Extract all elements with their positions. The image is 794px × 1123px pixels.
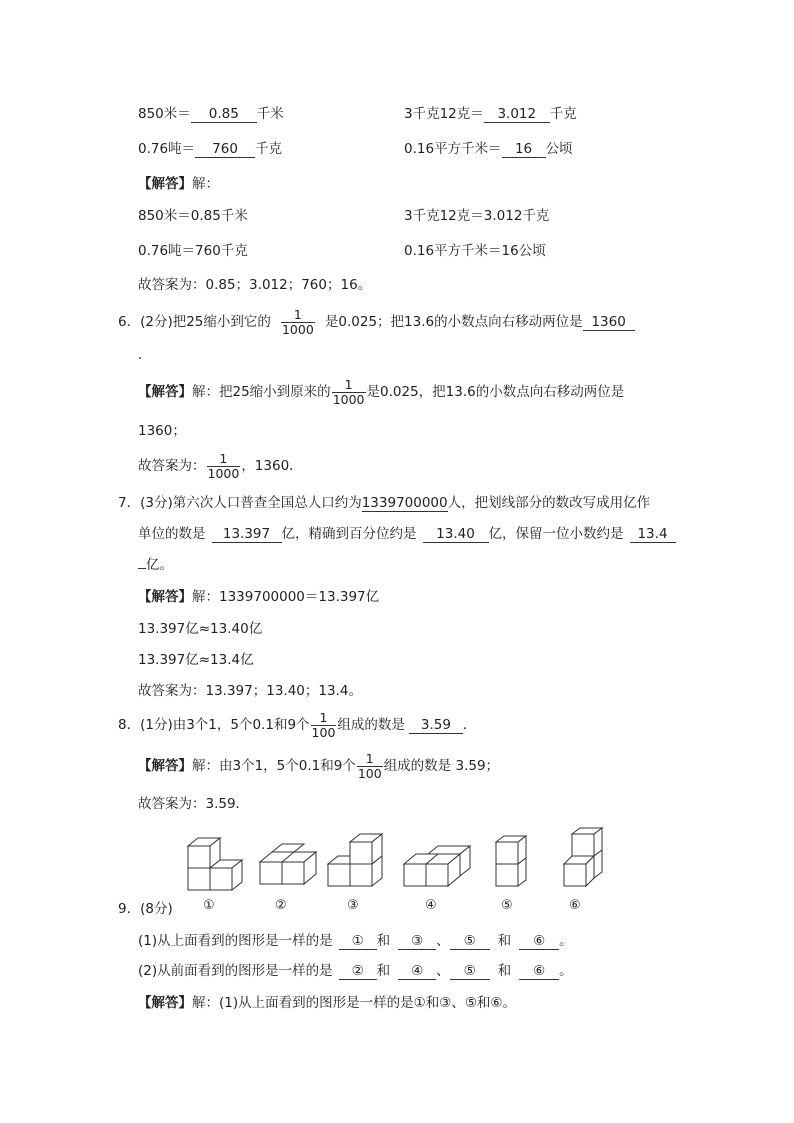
solution-7-line2: 13.397亿≈13.40亿	[138, 621, 263, 637]
question-9-part1: (1)从上面看到的图形是一样的是 ① 和 ③ 、 ⑤ 和 ⑥ 。	[138, 933, 573, 949]
question-9-part2: (2)从前面看到的图形是一样的是 ② 和 ④ 、 ⑤ 和 ⑥ 。	[138, 963, 573, 979]
figure-5	[496, 836, 526, 886]
figure-label: ⑤	[501, 898, 513, 913]
solution-6-line2: 1360；	[138, 423, 186, 439]
answer-7: 故答案为：13.397；13.40；13.4。	[138, 683, 362, 699]
question-9-head: 9．(8分)	[118, 901, 173, 917]
question-8: 8．(1分)由3个1，5个0.1和9个 $\frac{1}{100}$ 组成的数是 3.59 ．	[118, 709, 477, 740]
solution-9: 【解答】解：(1)从上面看到的图形是一样的是①和③、⑤和⑥。	[138, 995, 517, 1011]
answer-8: 故答案为：3.59．	[138, 796, 250, 812]
s5-line1-left: 850米＝0.85千米	[138, 208, 248, 224]
cube-figures	[180, 826, 610, 916]
solution-7-line1: 【解答】解：1339700000＝13.397亿	[138, 589, 380, 605]
figure-label: ⑥	[569, 898, 581, 913]
fraction: $\frac{1}{100}$	[357, 750, 382, 781]
figure-3	[328, 834, 382, 886]
answer-blank: 0.85	[191, 106, 257, 123]
question-7-line1: 7．(3分)第六次人口普查全国总人口约为1339700000人，把划线部分的数改写成用亿作	[118, 495, 651, 511]
figure-label: ④	[425, 898, 437, 913]
q5-line1-right: 3千克12克＝ 3.012 千克	[404, 106, 577, 122]
answer-6: 故答案为： $\frac{1}{1000}$ ，1360．	[138, 450, 303, 481]
answer-blank: 16	[502, 141, 546, 158]
figure-6	[564, 828, 602, 886]
figure-label: ③	[347, 898, 359, 913]
s5-line2-right: 0.16平方千米＝16公顷	[404, 243, 546, 259]
fraction: $\frac{1}{1000}$	[207, 450, 240, 481]
figure-2	[260, 844, 316, 884]
answer-blank: 3.012	[484, 106, 550, 123]
figure-label: ①	[203, 898, 215, 913]
figure-label: ②	[275, 898, 287, 913]
figure-4	[404, 846, 470, 886]
answer-blank: 13.397	[212, 526, 282, 543]
solution-heading-5: 【解答】解：	[138, 176, 219, 192]
solution-7-line3: 13.397亿≈13.4亿	[138, 652, 254, 668]
s5-line2-left: 0.76吨＝760千克	[138, 243, 248, 259]
answer-blank: 13.4	[630, 526, 676, 543]
fraction: $\frac{1}{1000}$	[281, 306, 314, 337]
figure-1	[188, 838, 242, 890]
s5-line1-right: 3千克12克＝3.012千克	[404, 208, 550, 224]
answer-blank: 3.59	[409, 717, 463, 734]
q5-line2-right: 0.16平方千米＝ 16 公顷	[404, 141, 573, 157]
answer-blank: 1360	[583, 314, 635, 331]
fraction: $\frac{1}{1000}$	[332, 376, 365, 407]
question-7-line3: 亿。	[138, 556, 173, 574]
q5-line1-left: 850米＝ 0.85 千米	[138, 106, 284, 122]
q6-dot: ．	[138, 347, 152, 363]
answer-blank: 760	[195, 141, 255, 158]
question-7-line2: 单位的数是 13.397 亿，精确到百分位约是 13.40 亿，保留一位小数约是 13.4	[138, 525, 676, 543]
question-6: 6．(2分)把25缩小到它的 $\frac{1}{1000}$ 是0.025；把13.6的小数点向右移动两位是 1360	[118, 306, 635, 338]
answer-5: 故答案为：0.85；3.012；760；16。	[138, 277, 372, 293]
solution-6: 【解答】解：把25缩小到原来的 $\frac{1}{1000}$ 是0.025，把13.6的小数点向右移动两位是	[138, 376, 625, 407]
answer-blank: 13.40	[423, 526, 489, 543]
q5-line2-left: 0.76吨＝ 760 千克	[138, 141, 283, 157]
solution-8: 【解答】解：由3个1，5个0.1和9个 $\frac{1}{100}$ 组成的数是 3.59；	[138, 750, 500, 781]
fraction: $\frac{1}{100}$	[311, 709, 336, 740]
